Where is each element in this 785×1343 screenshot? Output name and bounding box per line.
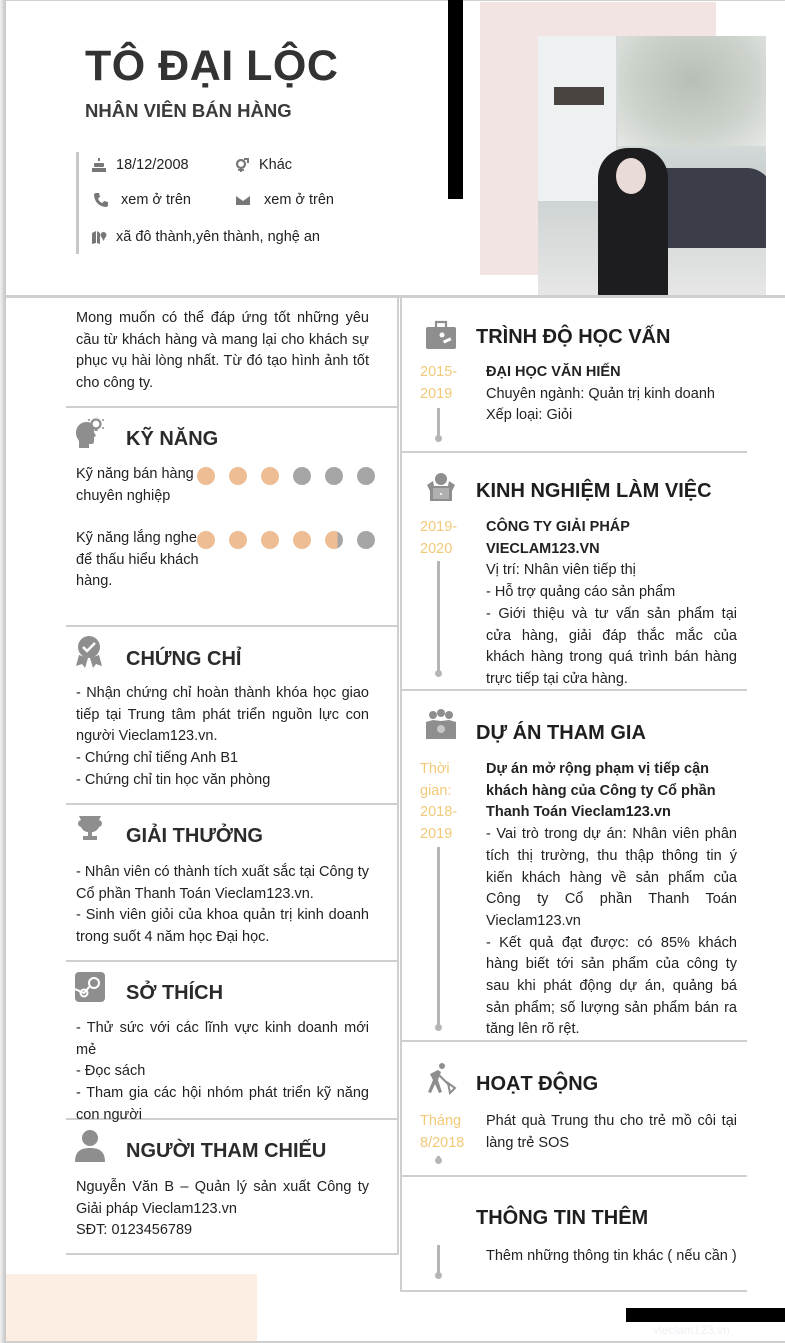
certificates-list	[76, 683, 369, 792]
team-group-icon	[424, 709, 458, 743]
skills-title: KỸ NĂNG	[126, 428, 219, 450]
timeline-line	[437, 408, 440, 438]
birthday-item	[91, 157, 189, 173]
award-item: - Nhân viên có thành tích xuất sắc tại Công ty Cổ phần Thanh Toán Vieclam123.vn.	[76, 864, 369, 902]
references-section	[66, 1120, 399, 1255]
awards-section	[66, 805, 399, 962]
activity-text: Phát quà Trung thu cho trẻ mồ côi tại làng trẻ SOS	[486, 1113, 737, 1151]
rating-dot	[325, 467, 343, 485]
contact-info	[76, 152, 376, 254]
references-title: NGƯỜI THAM CHIẾU	[126, 1140, 327, 1162]
rating-dot	[229, 531, 247, 549]
project-name: Dự án mở rộng phạm vị tiếp cận khách hàng của Công ty Cổ phần Thanh Toán Vieclam123.vn	[486, 761, 716, 821]
gender-icon	[234, 157, 250, 173]
company-name: CÔNG TY GIẢI PHÁP VIECLAM123.VN	[486, 519, 630, 557]
experience-line: Vị trí: Nhân viên tiếp thị	[486, 562, 636, 579]
rating-dot	[261, 467, 279, 485]
skill-rating	[197, 531, 375, 549]
volunteer-shovel-icon	[424, 1062, 458, 1096]
project-line: - Vai trò trong dự án: Nhân viên phân tích thị trường, thu thập thông tin ý kiến khách hàng về sản phẩm của Công ty Cổ phần Thanh Toán Vieclam123.vn	[486, 826, 737, 929]
gender-item	[234, 157, 292, 173]
phone-item	[93, 192, 191, 208]
objective-section	[66, 298, 399, 408]
hobbies-list	[76, 1018, 369, 1127]
activities-date: Tháng 8/2018	[420, 1113, 465, 1151]
certificate-item: - Nhận chứng chỉ hoàn thành khóa học giao tiếp tại Trung tâm phát triển nguồn lực con người Vieclam123.vn.	[76, 685, 369, 745]
activities-section	[402, 1042, 747, 1177]
hobby-item: - Đọc sách	[76, 1063, 146, 1080]
rating-dot	[293, 531, 311, 549]
projects-details	[486, 759, 737, 1041]
skills-section	[66, 408, 399, 627]
timeline-line	[437, 847, 440, 1027]
birthday-cake-icon	[91, 157, 107, 173]
projects-section	[402, 691, 747, 1042]
decorative-black-bar-bottom	[626, 1308, 785, 1322]
candidate-name: TÔ ĐẠI LỘC	[85, 42, 339, 90]
rating-dot	[325, 531, 343, 549]
address-value: xã đô thành,yên thành, nghệ an	[116, 229, 320, 245]
skills-head-lightbulb-icon	[75, 416, 105, 450]
person-reference-icon	[75, 1129, 105, 1163]
rating-dot	[357, 531, 375, 549]
hobbies-title: SỞ THÍCH	[126, 982, 224, 1004]
experience-section	[402, 453, 747, 691]
education-title: TRÌNH ĐỘ HỌC VẤN	[476, 326, 671, 348]
birthday-value: 18/12/2008	[116, 157, 189, 173]
certificates-section	[66, 627, 399, 805]
skill-rating	[197, 467, 375, 485]
profile-photo	[538, 36, 766, 296]
experience-line: - Hỗ trợ quảng cáo sản phẩm	[486, 584, 676, 601]
awards-list	[76, 862, 369, 949]
rating-dot	[261, 531, 279, 549]
experience-details	[486, 517, 737, 691]
watermark: vieclam123.vn	[653, 1323, 730, 1337]
phone-icon	[93, 192, 109, 208]
email-icon	[235, 192, 251, 208]
job-title: NHÂN VIÊN BÁN HÀNG	[85, 100, 292, 121]
objective-text: Mong muốn có thể đáp ứng tốt những yêu cầu từ khách hàng và mang lại cho khách sự phục vụ hài lòng nhất. Từ đó tạo hình ảnh tốt cho công ty.	[76, 310, 369, 392]
hobbies-section	[66, 962, 399, 1123]
additional-info-section	[402, 1177, 747, 1292]
right-column	[400, 298, 747, 1292]
hobby-item: - Thử sức với các lĩnh vực kinh doanh mới mẻ	[76, 1020, 369, 1058]
reference-phone: SĐT: 0123456789	[76, 1222, 193, 1239]
email-item	[235, 192, 334, 208]
education-line: Chuyên ngành: Quản trị kinh doanh	[486, 385, 715, 402]
certificate-badge-icon	[75, 635, 105, 669]
left-column	[66, 298, 399, 1255]
rating-dot	[197, 531, 215, 549]
award-item: - Sinh viên giỏi của khoa quản trị kinh doanh trong suốt 4 năm học Đại học.	[76, 907, 369, 946]
rating-dot	[357, 467, 375, 485]
decorative-black-bar	[448, 0, 463, 199]
experience-date: 2019- 2020	[420, 519, 458, 557]
skill-label: Kỹ năng lắng nghe để thấu hiểu khách hàng.	[76, 530, 199, 590]
school-name: ĐẠI HỌC VĂN HIẾN	[486, 364, 621, 380]
email-value[interactable]: xem ở trên	[264, 192, 334, 208]
awards-title: GIẢI THƯỞNG	[126, 825, 263, 847]
rating-dot	[229, 467, 247, 485]
certificates-title: CHỨNG CHỈ	[126, 648, 242, 670]
certificate-item: - Chứng chỉ tin học văn phòng	[76, 771, 271, 788]
briefcase-icon	[424, 318, 458, 352]
education-details	[486, 362, 737, 427]
timeline-line	[437, 1156, 440, 1160]
additional-info-title: THÔNG TIN THÊM	[476, 1207, 649, 1229]
address-item	[91, 229, 320, 245]
projects-title: DỰ ÁN THAM GIA	[476, 722, 646, 744]
education-line: Xếp loại: Giỏi	[486, 407, 573, 424]
rating-dot	[197, 467, 215, 485]
skill-label: Kỹ năng bán hàng chuyên nghiệp	[76, 466, 194, 504]
hobby-item: - Tham gia các hội nhóm phát triển kỹ năng con người	[76, 1085, 369, 1123]
steam-hobby-icon	[75, 970, 105, 1004]
rating-dot	[293, 467, 311, 485]
phone-value[interactable]: xem ở trên	[121, 192, 191, 208]
education-section	[402, 298, 747, 453]
trophy-icon	[75, 814, 105, 848]
timeline-line	[437, 561, 440, 673]
gender-value: Khác	[259, 157, 293, 173]
projects-date: Thời gian: 2018- 2019	[420, 761, 458, 843]
additional-info-text: Thêm những thông tin khác ( nếu cần )	[486, 1248, 737, 1264]
certificate-item: - Chứng chỉ tiếng Anh B1	[76, 750, 239, 767]
references-list	[76, 1177, 369, 1242]
decorative-peach-block	[6, 1274, 257, 1343]
map-icon	[91, 229, 107, 245]
project-line: - Kết quả đạt được: có 85% khách hàng biết tới sản phẩm của công ty sau khi phát động dự án, quảng bá sản phẩm; số lượng sản phẩm bán ra tăng lên rõ rệt.	[486, 934, 737, 1038]
experience-line: - Giới thiệu và tư vấn sản phẩm tại cửa hàng, giải đáp thắc mắc của khách hàng trong quá trình bán hàng trực tiếp tại cửa hàng.	[486, 605, 737, 687]
activities-title: HOẠT ĐỘNG	[476, 1073, 599, 1095]
reference-item: Nguyễn Văn B – Quản lý sản xuất Công ty Giải pháp Vieclam123.vn	[76, 1179, 369, 1217]
worker-laptop-icon	[424, 471, 458, 505]
timeline-line	[437, 1245, 440, 1275]
education-date: 2015- 2019	[420, 364, 458, 402]
experience-title: KINH NGHIỆM LÀM VIỆC	[476, 480, 712, 502]
